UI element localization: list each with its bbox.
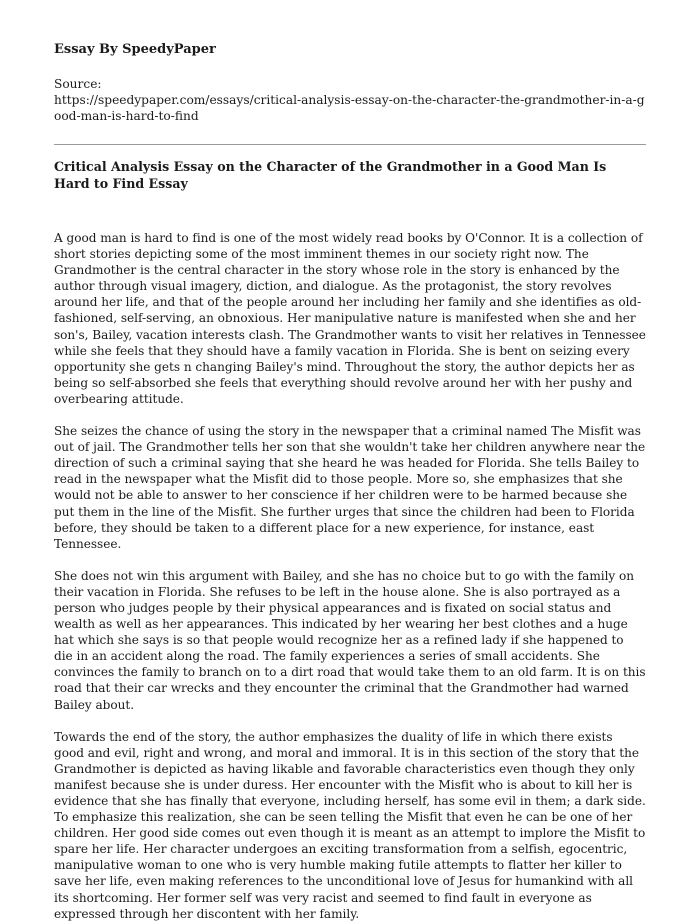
- essay-paragraph-2: She seizes the chance of using the story in the newspaper that a criminal named The Misfit was out of jail. The Grandmother tells her son that she wouldn't take her children anywhere near the direction of such a criminal saying that she heard he was headed for Florida. She tells Bailey to read in the newspaper what the Misfit did to those people. More so, she emphasizes that she would not be able to answer to her conscience if her children were to be harmed because she put them in the line of the Misfit. She further urges that since the children had been to Florida before, they should be taken to a different place for a new experience, for instance, east Tennessee.: [54, 424, 646, 551]
- essay-paragraph-3: She does not win this argument with Bailey, and she has no choice but to go with the family on their vacation in Florida. She refuses to be left in the house alone. She is also portrayed as a person who judges people by their physical appearances and is fixated on social status and wealth as well as her appearances. This indicated by her wearing her best clothes and a huge hat which she says is so that people would recognize her as a refined lady if she happened to die in an accident along the road. The family experiences a series of small accidents. She convinces the family to branch on to a dirt road that would take them to an old farm. It is on this road that their car wrecks and they encounter the criminal that the Grandmother had warned Bailey about.: [54, 568, 646, 712]
- site-title: Essay By SpeedyPaper: [54, 42, 216, 57]
- essay-paragraph-1: A good man is hard to find is one of the most widely read books by O'Connor. It is a collection of short stories depicting some of the most imminent themes in our society right now. The Grandmother is the central character in the story whose role in the story is enhanced by the author through visual imagery, diction, and dialogue. As the protagonist, the story revolves around her life, and that of the people around her including her family and she identifies as old-fashioned, self-serving, an obnoxious. Her manipulative nature is manifested when she and her son's, Bailey, vacation interests clash. The Grandmother wants to visit her relatives in Tennessee while she feels that they should have a family vacation in Florida. She is bent on seizing every opportunity she gets n changing Bailey's mind. Throughout the story, the author depicts her as being so self-absorbed she feels that everything should revolve around her with her pushy and overbearing attitude.: [54, 231, 646, 406]
- essay-title: Critical Analysis Essay on the Character of the Grandmother in a Good Man Is Hard to Find Essay: [54, 159, 607, 191]
- source-url[interactable]: https://speedypaper.com/essays/critical-analysis-essay-on-the-character-the-grandmother-in-a-good-man-is-hard-to-find: [54, 93, 645, 123]
- source-label: Source:: [54, 77, 102, 91]
- header-divider: [54, 144, 646, 145]
- essay-paragraph-4: Towards the end of the story, the author emphasizes the duality of life in which there exists good and evil, right and wrong, and moral and immoral. It is in this section of the story that the Grandmother is depicted as having likable and favorable characteristics even though they only manifest because she is under duress. Her encounter with the Misfit who is about to kill her is evidence that she has finally that everyone, including herself, has some evil in them; a dark side. To emphasize this realization, she can be seen telling the Misfit that even he can be one of her children. Her good side comes out even though it is meant as an attempt to implore the Misfit to spare her life. Her character undergoes an exciting transformation from a selfish, egocentric, manipulative woman to one who is very humble making futile attempts to flatter her killer to save her life, even making references to the unconditional love of Jesus for humankind with all its shortcoming. Her former self was very racist and seemed to find fault in everyone as expressed through her discontent with her family.: [54, 729, 646, 921]
